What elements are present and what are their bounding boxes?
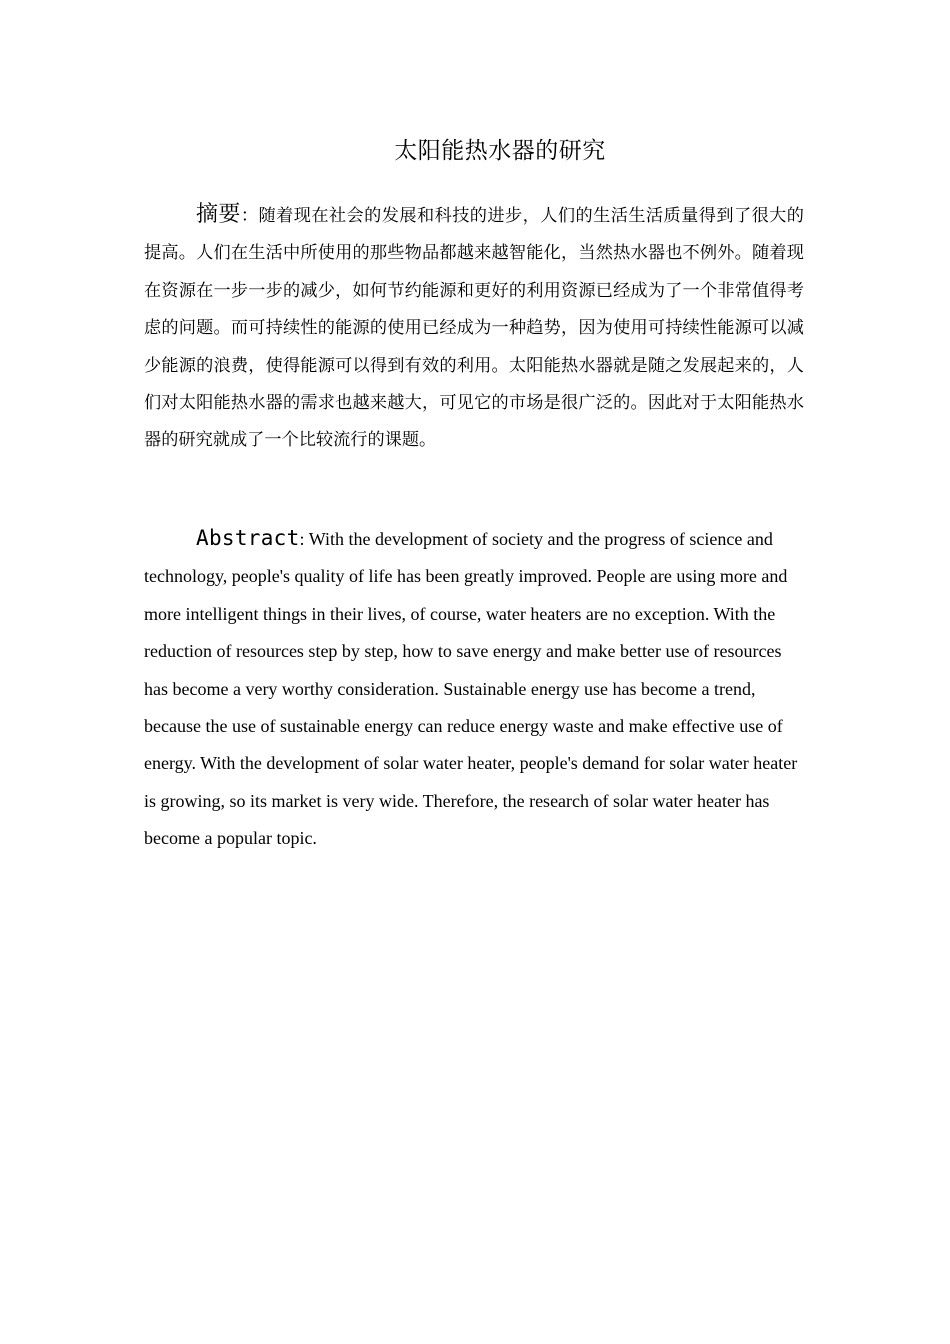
english-abstract-label: Abstract — [196, 526, 300, 550]
chinese-abstract-separator: ： — [240, 206, 259, 226]
english-abstract — [144, 520, 806, 858]
chinese-abstract — [144, 196, 804, 460]
english-abstract-separator: : — [299, 529, 305, 549]
english-abstract-text: With the development of society and the progress of science and technology, people's quality of life has been greatly improved. People are using more and more intelligent things in their lives, of course, water heaters are no exception. With the reduction of resources step by step, how to save energy and make better use of resources has become a very worthy consideration. Sustainable energy use has become a trend, because the use of sustainable energy can reduce energy waste and make effective use of energy. With the development of solar water heater, people's demand for solar water heater is growing, so its market is very wide. Therefore, the research of solar water heater has become a popular topic. — [144, 529, 798, 849]
chinese-abstract-label: 摘要 — [196, 202, 241, 227]
chinese-abstract-text: 随着现在社会的发展和科技的进步，人们的生活生活质量得到了很大的提高。人们在生活中所使用的那些物品都越来越智能化，当然热水器也不例外。随着现在资源在一步一步的减少，如何节约能源和更好的利用资源已经成为了一个非常值得考虑的问题。而可持续性的能源的使用已经成为一种趋势，因为使用可持续性能源可以减少能源的浪费，使得能源可以得到有效的利用。太阳能热水器就是随之发展起来的，人们对太阳能热水器的需求也越来越大，可见它的市场是很广泛的。因此对于太阳能热水器的研究就成了一个比较流行的课题。 — [144, 206, 804, 451]
document-title: 太阳能热水器的研究 — [394, 138, 606, 164]
